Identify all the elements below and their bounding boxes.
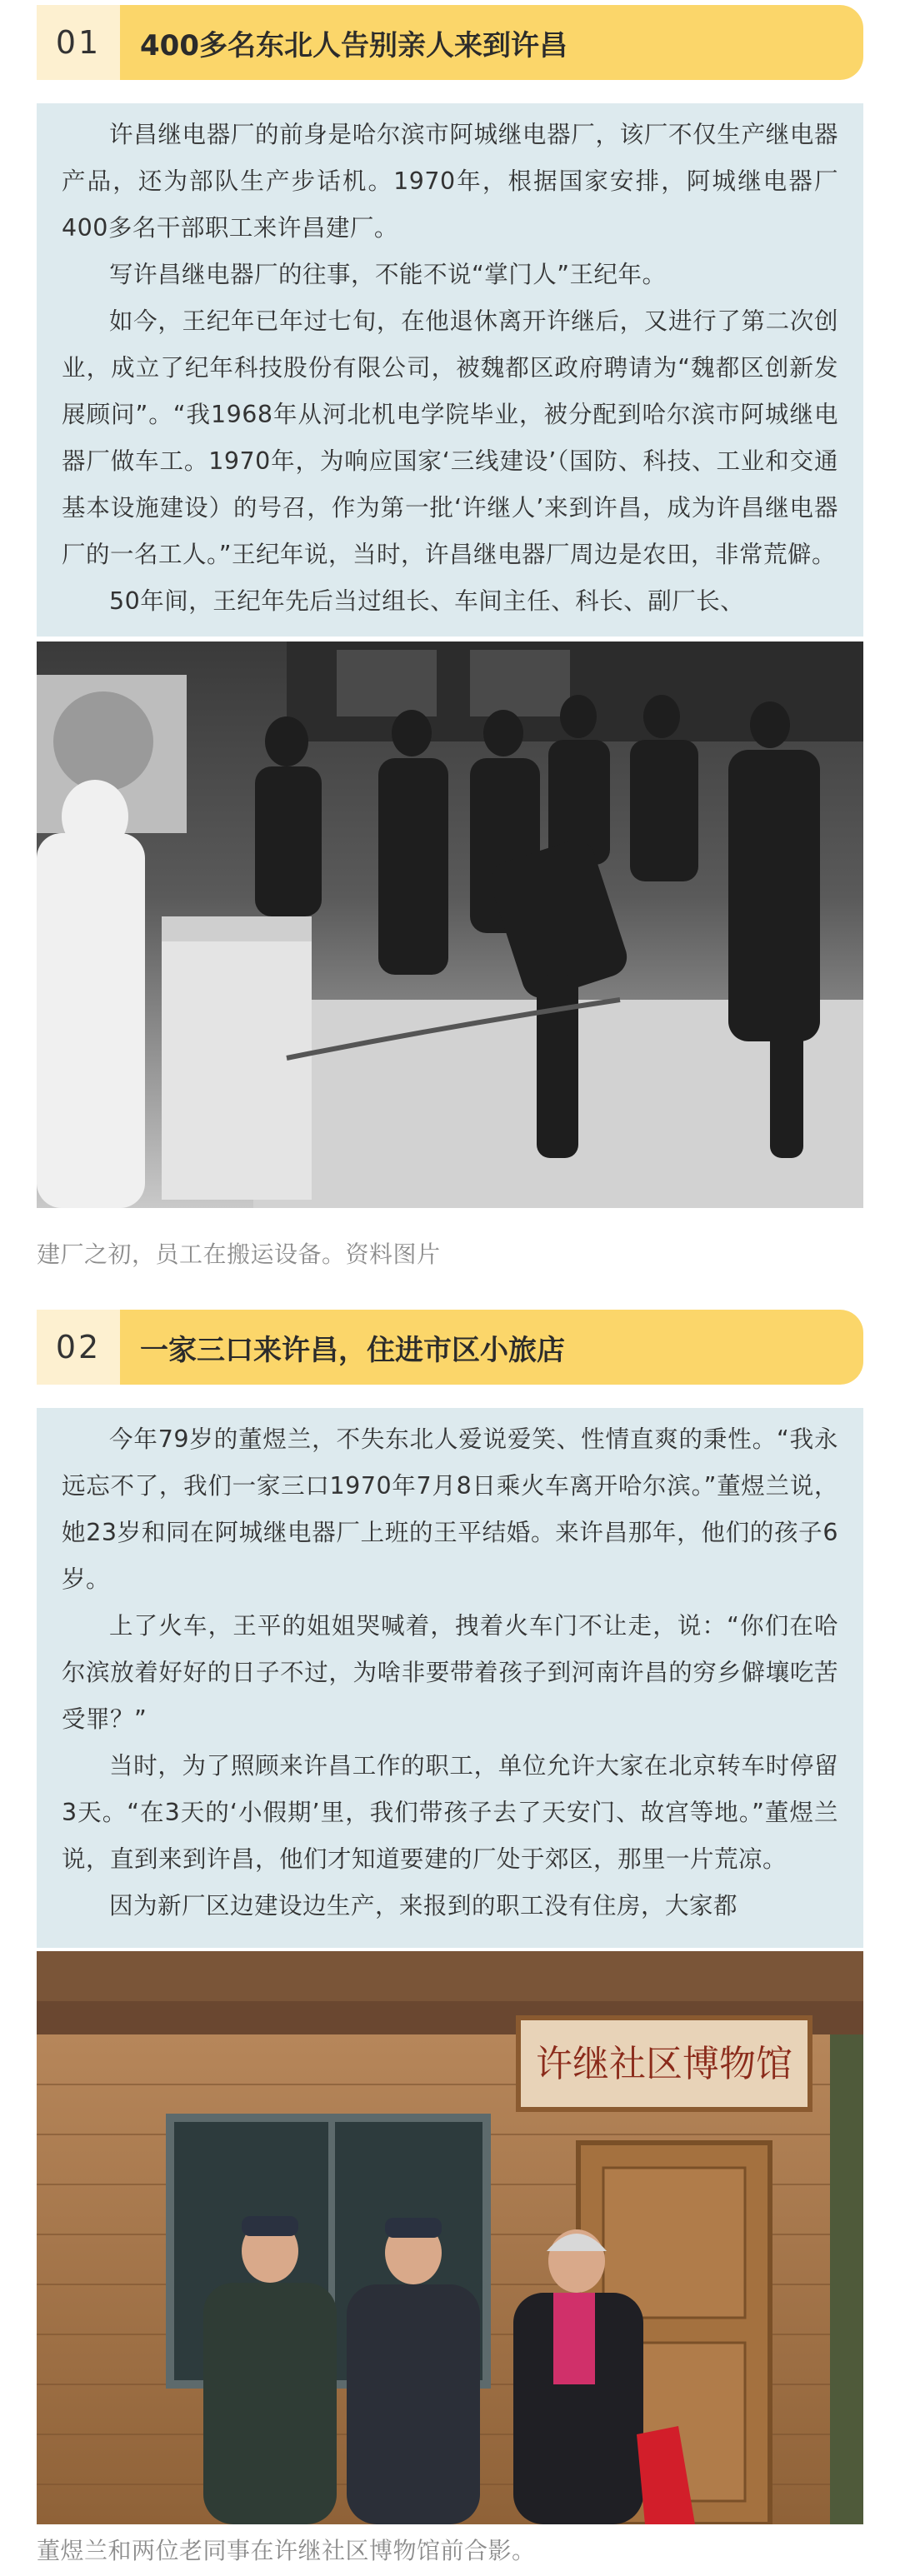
paragraph: 因为新厂区边建设边生产，来报到的职工没有住房，大家都 [109,1892,738,1920]
section-2-header [37,1310,863,1385]
paragraph: 当时，为了照顾来许昌工作的职工，单位允许大家在北京转车时停留3天。“在3天的‘小假期’里，我们带孩子去了天安门、故宫等地。”董煜兰说，直到来到许昌，他们才知道要建的厂处于郊区，那里一片荒凉。 [62,1752,838,1873]
paragraph: 50年间，王纪年先后当过组长、车间主任、科长、副厂长、 [109,587,745,615]
photo-workers-moving-equipment [37,642,863,1208]
section-1-title: 400多名东北人告别亲人来到许昌 [140,28,568,62]
photo-2-caption: 董煜兰和两位老同事在许继社区博物馆前合影。 [37,2537,536,2564]
section-1-text [37,103,863,637]
section-2-text [37,1408,863,1948]
paragraph: 今年79岁的董煜兰，不失东北人爱说爱笑、性情直爽的秉性。“我永远忘不了，我们一家三口1970年7月8日乘火车离开哈尔滨。”董煜兰说，她23岁和同在阿城继电器厂上班的王平结婚。来许昌那年，他们的孩子6岁。 [62,1425,838,1593]
museum-photo-image [37,1951,863,2524]
section-2-number: 02 [37,1310,120,1385]
section-2-title: 一家三口来许昌，住进市区小旅店 [140,1333,565,1367]
paragraph: 许昌继电器厂的前身是哈尔滨市阿城继电器厂，该厂不仅生产继电器产品，还为部队生产步话机。1970年，根据国家安排，阿城继电器厂400多名干部职工来许昌建厂。 [62,121,838,242]
paragraph: 如今，王纪年已年过七旬，在他退休离开许继后，又进行了第二次创业，成立了纪年科技股份有限公司，被魏都区政府聘请为“魏都区创新发展顾问”。“我1968年从河北机电学院毕业，被分配到哈尔滨市阿城继电器厂做车工。1970年，为响应国家‘三线建设’（国防、科技、工业和交通基本设施建设）的号召，作为第一批‘许继人’来到许昌，成为许昌继电器厂的一名工人。”王纪年说，当时，许昌继电器厂周边是农田，非常荒僻。 [62,307,838,568]
section-1-header [37,5,863,80]
paragraph: 写许昌继电器厂的往事，不能不说“掌门人”王纪年。 [109,261,667,288]
paragraph: 上了火车，王平的姐姐哭喊着，拽着火车门不让走，说：“你们在哈尔滨放着好好的日子不过，为啥非要带着孩子到河南许昌的穷乡僻壤吃苦受罪？” [62,1612,838,1733]
bw-photo-image [37,642,863,1208]
section-1-number: 01 [37,5,120,80]
museum-sign-text: 许继社区博物馆 [536,2043,792,2085]
photo-1-caption: 建厂之初，员工在搬运设备。资料图片 [37,1241,441,1268]
photo-museum-group [37,1951,863,2524]
